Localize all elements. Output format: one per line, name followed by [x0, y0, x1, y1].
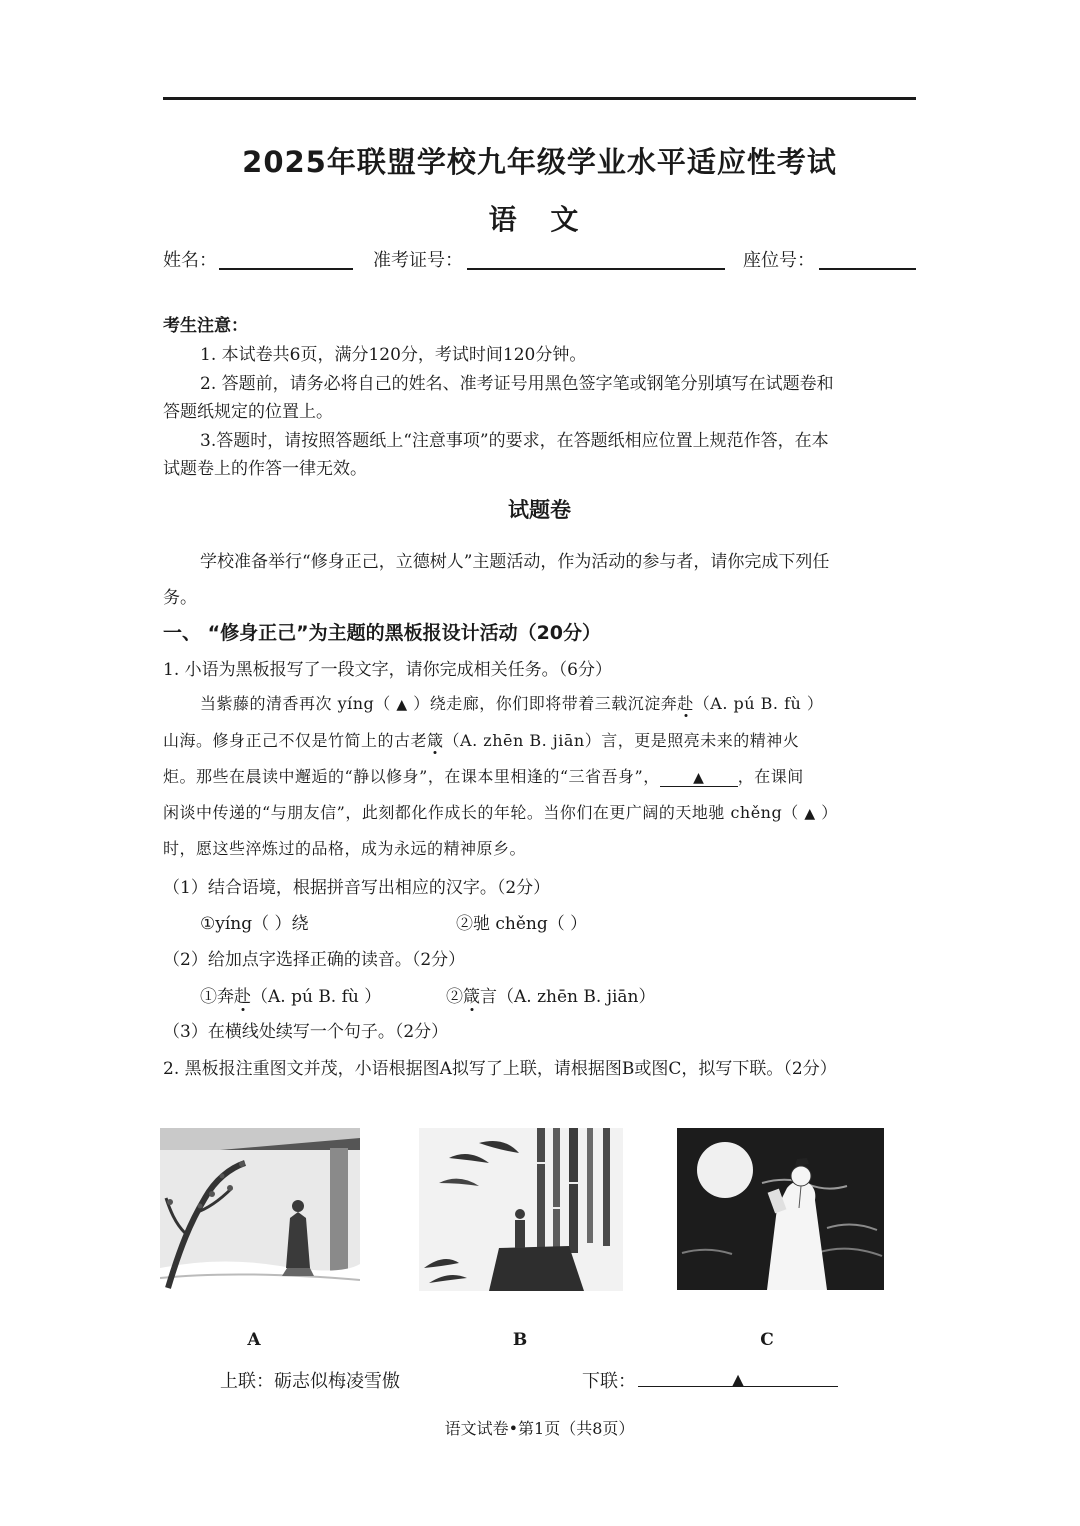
blank-marker: ▲ — [804, 806, 816, 822]
moon-scholar-illustration — [677, 1128, 884, 1290]
notice-item-3-line-2: 试题卷上的作答一律无效。 — [163, 459, 367, 479]
passage-text: ，在课间 — [737, 767, 804, 786]
upper-couplet: 上联：砺志似梅凌雪傲 — [220, 1371, 400, 1392]
page-footer: 语文试卷•第1页（共8页） — [444, 1419, 635, 1438]
name-label: 姓名： — [163, 250, 217, 271]
exam-id-blank[interactable] — [467, 268, 725, 270]
emphasized-char: 赴 — [234, 987, 251, 1007]
figure-a-label: A — [247, 1330, 261, 1350]
continuation-blank[interactable] — [660, 767, 738, 787]
subject-title: 语 文 — [488, 203, 591, 236]
notice-item-2-line-2: 答题纸规定的位置上。 — [163, 402, 333, 422]
figure-b-bamboo-scholar — [419, 1128, 623, 1291]
emphasized-char: 赴 — [677, 694, 694, 713]
intro-line-1: 学校准备举行“修身正己，立德树人”主题活动，作为活动的参与者，请你完成下列任 — [200, 552, 830, 572]
question-2: 2. 黑板报注重图文并茂，小语根据图A拟写了上联，请根据图B或图C，拟写下联。（2分） — [163, 1059, 837, 1079]
seat-blank[interactable] — [819, 268, 916, 270]
passage-text: 闲谈中传递的“与朋友信”，此刻都化作成长的年轮。当你们在更广阔的天地驰 chěng（ — [163, 803, 805, 822]
top-rule — [163, 97, 916, 100]
passage-line-3 — [163, 764, 916, 787]
passage-line-4 — [163, 800, 916, 823]
option-text: （A. pú B. fù ） — [251, 987, 382, 1007]
passage-text: ） — [815, 803, 838, 822]
part-1-heading: 一、 “修身正己”为主题的黑板报设计活动（20分） — [163, 622, 602, 644]
blank-marker: ▲ — [693, 770, 705, 786]
sub-question-1-b: ②驰 chěng（ ） — [456, 914, 588, 934]
name-blank[interactable] — [219, 268, 353, 270]
seat-label: 座位号： — [743, 250, 815, 271]
bamboo-scholar-illustration — [419, 1128, 623, 1291]
option-text: ①奔 — [200, 987, 234, 1007]
intro-line-2: 务。 — [163, 588, 197, 608]
section-title: 试题卷 — [508, 498, 571, 522]
emphasized-char: 箴 — [463, 987, 480, 1007]
passage-text: （A. zhēn B. jiān）言，更是照亮未来的精神火 — [443, 731, 800, 750]
plum-scholar-illustration — [160, 1128, 360, 1293]
blank-marker: ▲ — [731, 1370, 745, 1389]
passage-line-1 — [200, 691, 953, 714]
passage-line-2 — [163, 728, 916, 751]
passage-text: 当紫藤的清香再次 yíng（ — [200, 694, 397, 713]
blank-marker: ▲ — [396, 697, 408, 713]
sub-question-1: （1）结合语境，根据拼音写出相应的汉字。（2分） — [163, 878, 551, 898]
lower-couplet-blank[interactable] — [638, 1372, 838, 1387]
figure-c-label: C — [760, 1330, 774, 1350]
sub-question-2: （2）给加点字选择正确的读音。（2分） — [163, 950, 466, 970]
sub-question-3: （3）在横线处续写一个句子。（2分） — [163, 1022, 449, 1042]
sub-question-1-a: ①yíng（ ）绕 — [200, 914, 309, 934]
notice-item-3-line-1: 3.答题时，请按照答题纸上“注意事项”的要求，在答题纸相应位置上规范作答，在本 — [200, 431, 829, 451]
sub-question-2-a — [200, 982, 460, 1007]
option-text: ② — [446, 987, 463, 1007]
exam-title: 2025年联盟学校九年级学业水平适应性考试 — [242, 145, 837, 179]
passage-text: ）绕走廊，你们即将带着三载沉淀奔 — [407, 694, 678, 713]
passage-line-5: 时，愿这些淬炼过的品格，成为永远的精神原乡。 — [163, 839, 527, 858]
passage-text: 炬。那些在晨读中邂逅的“静以修身”，在课本里相逢的“三省吾身”， — [163, 767, 660, 786]
question-1: 1. 小语为黑板报写了一段文字，请你完成相关任务。（6分） — [163, 660, 612, 680]
lower-couplet-label: 下联： — [582, 1371, 636, 1392]
option-text: 言（A. zhēn B. jiān） — [480, 987, 656, 1007]
figure-b-label: B — [512, 1330, 528, 1350]
passage-text: （A. pú B. fù ） — [693, 694, 824, 713]
notice-heading: 考生注意： — [163, 316, 248, 336]
candidate-info-row — [163, 246, 916, 276]
notice-item-1: 1. 本试卷共6页，满分120分，考试时间120分钟。 — [200, 345, 587, 365]
passage-text: 山海。修身正己不仅是竹简上的古老 — [163, 731, 428, 750]
emphasized-char: 箴 — [427, 731, 444, 750]
figure-a-plum-scholar — [160, 1128, 360, 1293]
notice-item-2-line-1: 2. 答题前，请务必将自己的姓名、准考证号用黑色签字笔或钢笔分别填写在试题卷和 — [200, 374, 834, 394]
sub-question-2-b — [446, 982, 866, 1007]
exam-id-label: 准考证号： — [373, 250, 463, 271]
figure-c-moon-scholar — [677, 1128, 884, 1290]
